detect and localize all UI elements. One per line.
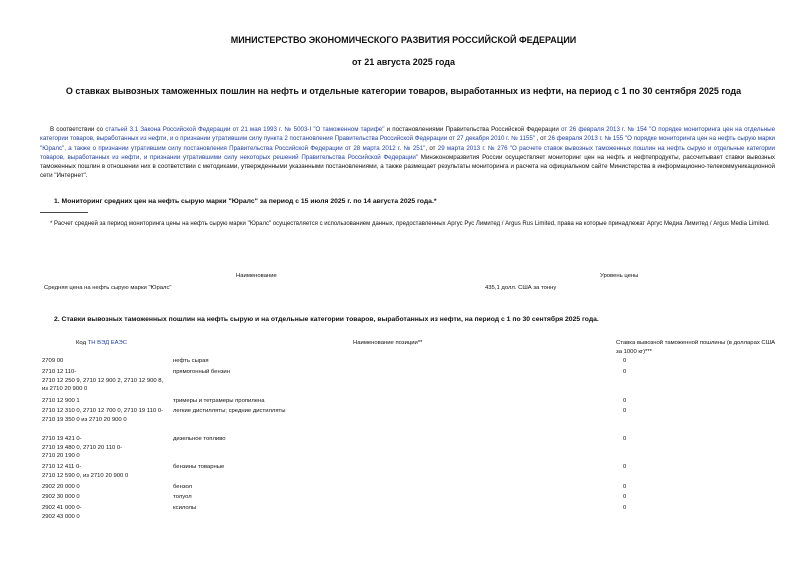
rate-row-value: 0 xyxy=(623,505,627,511)
rate-row-name: ксилолы xyxy=(173,505,197,511)
rate-row-name: нефть сырая xyxy=(173,358,209,364)
rate-row-name: дизельное топливо xyxy=(173,436,226,442)
resolution-276-link[interactable]: 29 марта 2013 г. № 276 "О расчете ставок вывозных таможенных пошлин на нефть сырую и отдельные категории товаров, выработанных из нефти, и признании утратившими силу некоторых решений Правительства Российской Федерации" xyxy=(40,144,776,161)
rate-row-code: 2902 20 000 0 xyxy=(42,484,80,490)
rates-col-code xyxy=(76,339,127,348)
preamble-text: В соответствии со xyxy=(50,126,106,133)
rate-row-value: 0 xyxy=(623,436,627,442)
price-table-col-level: Уровень цены xyxy=(600,273,639,279)
ministry-heading: МИНИСТЕРСТВО ЭКОНОМИЧЕСКОГО РАЗВИТИЯ РОССИЙСКОЙ ФЕДЕРАЦИИ xyxy=(230,35,577,45)
rate-row-name: тримеры и тетрамеры пропилена xyxy=(173,398,265,404)
section2-heading: 2. Ставки вывозных таможенных пошлин на нефть сырую и на отдельные категории товаров, выработанных из нефти, на период с 1 по 30 сентября 2025 года. xyxy=(54,316,599,323)
price-table-row-value: 435,1 долл. США за тонну xyxy=(485,285,557,291)
rate-row-code: 2902 41 000 0- 2902 43 000 0 xyxy=(42,505,82,520)
rate-row-value: 0 xyxy=(623,369,627,375)
document-title: О ставках вывозных таможенных пошлин на нефть и отдельные категории товаров, выработанных из нефти, на период с 1 по 30 сентября 2025 года xyxy=(65,86,742,96)
preamble-text: , от xyxy=(425,144,438,152)
rates-col-name: Наименование позиции** xyxy=(353,340,423,346)
rates-col-code-prefix: Код xyxy=(76,340,88,346)
rate-row-value: 0 xyxy=(623,408,627,414)
price-table-col-name: Наименование xyxy=(236,273,277,279)
law-link[interactable]: статьей 3.1 Закона Российской Федерации от 21 мая 1993 г. № 5003-I "О таможенном тарифе" xyxy=(105,126,385,133)
footnote-text: * Расчет средней за период мониторинга цены на нефть сырую марки "Юралс" осуществляется с использованием данных, предоставленных Аргус Рус Лимитед / Argus Rus Limited, права на которые принадлежат Аргус Медиа Лимитед / Argus Media Limited. xyxy=(50,221,770,227)
section1-heading: 1. Мониторинг средних цен на нефть сырую марки "Юралс" за период с 15 июля 2025 г. по 14 августа 2025 года.* xyxy=(54,198,437,205)
rate-row-value: 0 xyxy=(623,398,627,404)
rate-row-name: прямогонный бензин xyxy=(173,369,230,375)
rate-row-name: легкие дистилляты; средние дистилляты xyxy=(173,408,286,414)
rates-col-rate: Ставка вывозной таможенной пошлины (в долларах США за 1000 кг)*** xyxy=(616,340,776,355)
rate-row-code: 2710 12 411 0- 2710 12 590 0, из 2710 20 900 0 xyxy=(42,464,129,479)
rate-row-value: 0 xyxy=(623,494,627,500)
preamble-paragraph xyxy=(40,125,775,181)
rate-row-value: 0 xyxy=(623,464,627,470)
rate-row-code: 2709 00 xyxy=(42,358,64,364)
rate-row-value: 0 xyxy=(623,484,627,490)
rate-row-name: бензол xyxy=(173,484,193,490)
price-table-row-name: Средняя цена на нефть сырую марки "Юралс" xyxy=(44,285,172,291)
tn-ved-link[interactable]: ТН ВЭД ЕАЭС xyxy=(87,340,127,346)
preamble-text: Минэкономразвития России осуществляет мониторинг цен на нефть и нефтепродукты, рассчитывает ставки вывозных таможенных пошлин в отношении них в соответствии с методиками, утвержденными указанными постановлениями, а также размещает результаты мониторинга и расчета на официальном сайте Министерства в информационно-телекоммуникационной сети "Интернет". xyxy=(40,153,775,180)
resolution-155-link[interactable]: 26 февраля 2013 г. № 155 "О порядке мониторинга цен на нефть сырую марки "Юралс", а также о признании утратившим силу постановления Правительства Российской Федерации от 28 марта 2012 г. № 251" xyxy=(40,135,776,152)
rate-row-value: 0 xyxy=(623,358,627,364)
document-date: от 21 августа 2025 года xyxy=(352,57,455,67)
preamble-text: и постановлениями Правительства Российской Федерации xyxy=(384,126,561,133)
rate-row-code: 2710 19 421 0- 2710 19 480 0, 2710 20 110 0- 2710 20 190 0 xyxy=(42,436,123,460)
rate-row-name: бензины товарные xyxy=(173,464,225,470)
rate-row-code: 2710 12 310 0, 2710 12 700 0, 2710 19 110 0- 2710 19 350 0 из 2710 20 900 0 xyxy=(42,408,164,423)
rate-row-name: толуол xyxy=(173,494,192,500)
rate-row-code: 2902 30 000 0 xyxy=(42,494,80,500)
rate-row-code: 2710 12 900 1 xyxy=(42,398,80,404)
rate-row-code: 2710 12 110- 2710 12 250 9, 2710 12 900 2, 2710 12 900 8, из 2710 20 900 0 xyxy=(42,369,164,393)
resolution-154-link[interactable]: от 26 февраля 2013 г. № 154 "О порядке мониторинга цен на отдельные категории товаров, выработанных из нефти, и о признании утратившим силу пункта 2 постановления Правительства Российской Федерации от 27 декабря 2010 г. № 1155" xyxy=(40,126,776,143)
preamble-text: , от xyxy=(535,135,549,143)
footnote-divider xyxy=(40,212,88,213)
